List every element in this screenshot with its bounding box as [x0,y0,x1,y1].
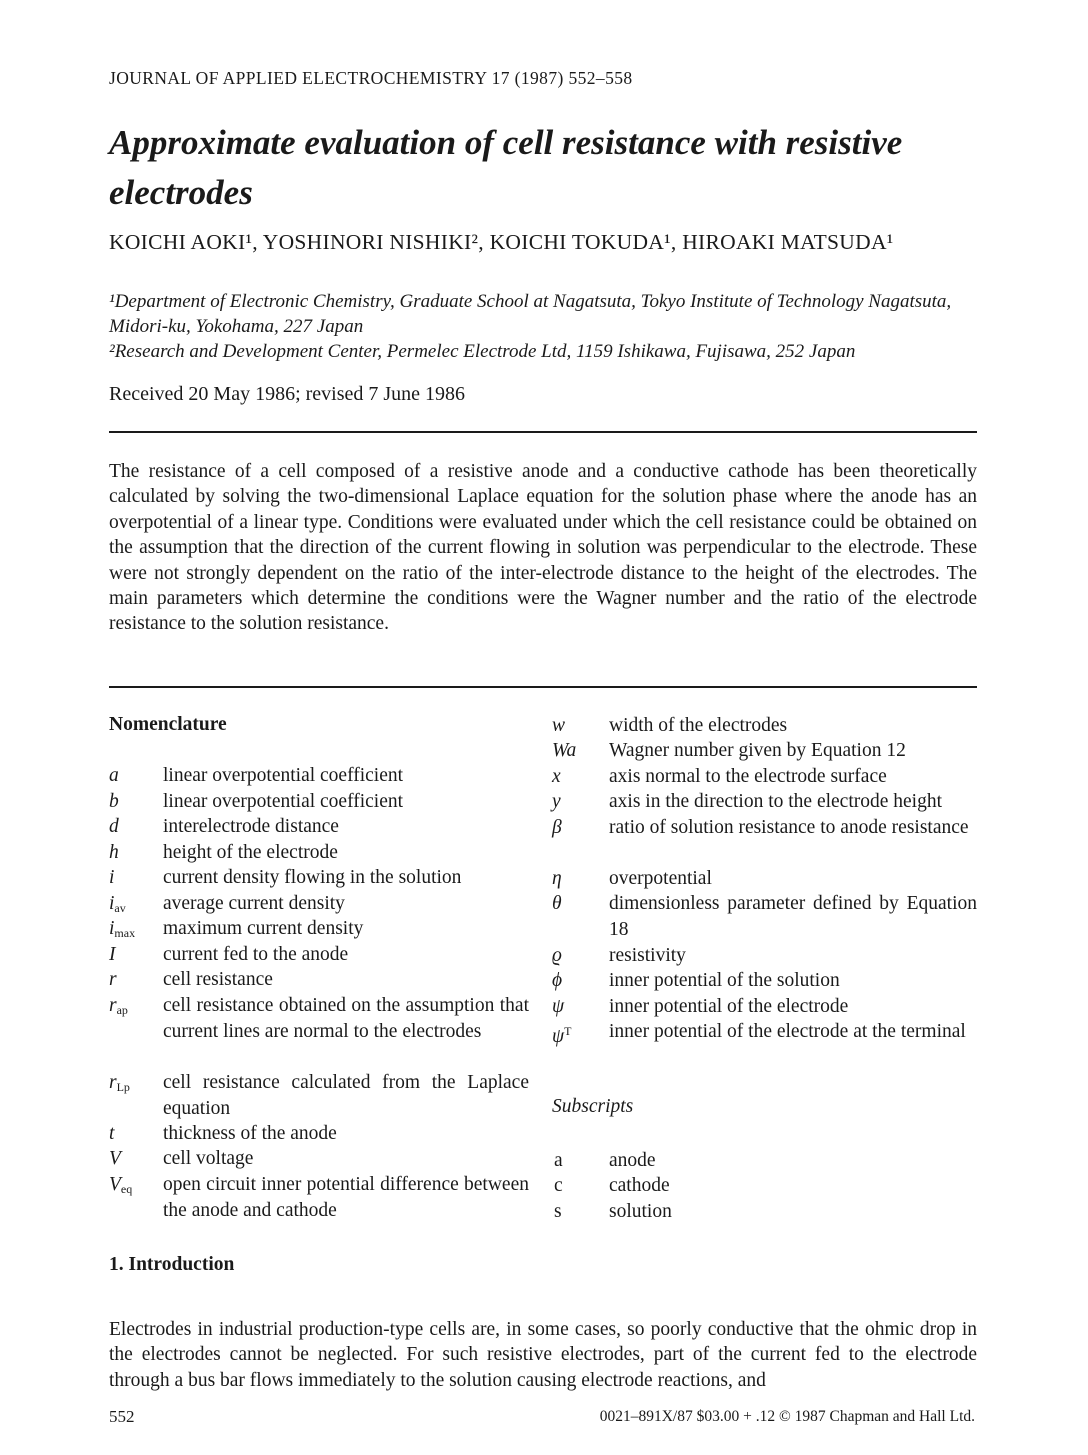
symbol-base: β [552,817,562,838]
symbol-base: c [554,1175,563,1196]
nomenclature-definition: linear overpotential coefficient [163,791,404,812]
nomenclature-definition: height of the electrode [163,842,338,863]
nomenclature-symbol [554,1199,562,1225]
symbol-base: V [109,1148,121,1169]
symbol-base: y [552,791,561,812]
symbol-base: w [552,715,566,736]
symbol-base: ϱ [552,945,562,966]
nomenclature-definition: inner potential of the electrode at the terminal [609,1021,966,1042]
symbol-base: V [109,1174,121,1195]
introduction-text: Electrodes in industrial production-type cells are, in some cases, so poorly conductive that the ohmic drop in the electrodes cannot be neglected. For such resistive electrodes, part of the current fed to the electrode through a bus bar flows immediately to the solution causing electrode reactions, and [109,1319,977,1391]
nomenclature-definition: interelectrode distance [163,816,339,837]
nomenclature-definition: cell voltage [163,1148,254,1169]
nomenclature-symbol [109,993,128,1024]
nomenclature-definition: axis normal to the electrode surface [609,766,887,787]
symbol-base: t [109,1123,115,1144]
symbol-base: ψ [552,1026,565,1047]
symbol-base: θ [552,893,562,914]
nomenclature-symbol [109,1070,130,1101]
symbol-base: a [554,1150,563,1171]
nomenclature-definition: cell resistance obtained on the assumption that current lines are normal to the electrodes [163,995,529,1042]
symbol-base: r [109,969,117,990]
nomenclature-symbol [109,814,119,840]
page-number: 552 [109,1407,135,1426]
symbol-subscript: ap [116,1003,128,1017]
nomenclature-definition: current density flowing in the solution [163,867,462,888]
nomenclature-definition: cell resistance [163,969,273,990]
symbol-base: ψ [552,996,565,1017]
symbol-subscript: Lp [116,1080,130,1094]
nomenclature-symbol [552,891,562,917]
nomenclature-definition: Wagner number given by Equation 12 [609,740,906,761]
nomenclature-definition: ratio of solution resistance to anode resistance [609,817,969,838]
nomenclature-symbol [552,866,562,892]
symbol-base: s [554,1201,562,1222]
nomenclature-symbol [554,1173,563,1199]
symbol-base: i [109,893,115,914]
nomenclature-definition: maximum current density [163,918,364,939]
nomenclature-symbol [109,789,119,815]
received-date: Received 20 May 1986; revised 7 June 1986 [109,383,466,405]
symbol-subscript: eq [120,1182,133,1196]
divider-bottom [109,686,977,688]
nomenclature-definition: current fed to the anode [163,944,349,965]
nomenclature-definition: thickness of the anode [163,1123,337,1144]
symbol-base: d [109,816,119,837]
footer-copyright: 0021–891X/87 $03.00 + .12 © 1987 Chapman and Hall Ltd. [599,1408,975,1425]
nomenclature-symbol [109,763,119,789]
nomenclature-symbol [109,865,114,891]
author-list: KOICHI AOKI¹, YOSHINORI NISHIKI², KOICHI TOKUDA¹, HIROAKI MATSUDA¹ [109,230,894,254]
symbol-subscript: max [114,926,136,940]
paper-title: Approximate evaluation of cell resistance with resistive electrodes [109,123,903,212]
nomenclature-symbol [552,968,562,994]
nomenclature-definition: dimensionless parameter defined by Equation 18 [609,893,977,940]
symbol-base: h [109,842,119,863]
affiliation-2: ²Research and Development Center, Permelec Electrode Ltd, 1159 Ishikawa, Fujisawa, 252 Japan [109,341,856,362]
nomenclature-symbol [552,713,565,739]
nomenclature-symbol [552,738,576,764]
symbol-base: Wa [552,740,577,761]
symbol-base: i [109,867,115,888]
symbol-superscript: T [564,1024,572,1038]
nomenclature-symbol [109,1172,132,1203]
nomenclature-heading: Nomenclature [109,714,227,735]
nomenclature-symbol [109,942,116,968]
nomenclature-definition: inner potential of the electrode [609,996,849,1017]
symbol-base: x [552,766,561,787]
nomenclature-definition: anode [609,1150,656,1171]
nomenclature-definition: solution [609,1201,672,1222]
nomenclature-symbol [552,789,561,815]
nomenclature-symbol [554,1148,563,1174]
nomenclature-symbol [109,1121,114,1147]
symbol-base: a [109,765,119,786]
nomenclature-symbol [552,994,564,1020]
nomenclature-definition: axis in the direction to the electrode height [609,791,943,812]
symbol-base: ϕ [552,970,563,991]
subscripts-heading: Subscripts [552,1096,634,1117]
symbol-base: b [109,791,119,812]
nomenclature-definition: inner potential of the solution [609,970,840,991]
symbol-base: r [109,995,117,1016]
journal-header: JOURNAL OF APPLIED ELECTROCHEMISTRY 17 (1987) 552–558 [109,68,633,88]
nomenclature-symbol [552,764,561,790]
symbol-base: η [552,868,562,889]
nomenclature-definition: cathode [609,1175,670,1196]
nomenclature-definition: cell resistance calculated from the Laplace equation [163,1072,529,1119]
symbol-subscript: av [114,901,126,915]
affiliations [109,289,989,364]
nomenclature-symbol [552,943,562,969]
symbol-base: r [109,1072,117,1093]
nomenclature-symbol [109,967,117,993]
nomenclature-definition: open circuit inner potential difference between the anode and cathode [163,1174,529,1221]
nomenclature-definition: resistivity [609,945,686,966]
section-heading: 1. Introduction [109,1254,235,1275]
symbol-base: I [109,944,116,965]
nomenclature-definition: overpotential [609,868,712,889]
nomenclature-definition: linear overpotential coefficient [163,765,404,786]
nomenclature-symbol [109,1146,121,1172]
symbol-base: i [109,918,115,939]
nomenclature-definition: average current density [163,893,345,914]
nomenclature-symbol [552,815,562,841]
abstract: The resistance of a cell composed of a resistive anode and a conductive cathode has been theoretically calculated by solving the two-dimensional Laplace equation for the solution phase where the anode has an overpotential of a linear type. Conditions were evaluated under which the cell resistance could be obtained on the assumption that the direction of the current flowing in solution was perpendicular to the electrode. These were not strongly dependent on the ratio of the inter-electrode distance to the height of the electrodes. The main parameters which determine the conditions were the Wagner number and the ratio of the electrode resistance to the solution resistance. [109,461,977,635]
affiliation-1: ¹Department of Electronic Chemistry, Graduate School at Nagatsuta, Tokyo Institute of Technology Nagatsuta, Midori-ku, Yokohama, 227 Japan [109,291,952,337]
nomenclature-symbol [552,1019,571,1050]
nomenclature-symbol [109,840,119,866]
nomenclature-definition: width of the electrodes [609,715,788,736]
divider-top [109,431,977,433]
